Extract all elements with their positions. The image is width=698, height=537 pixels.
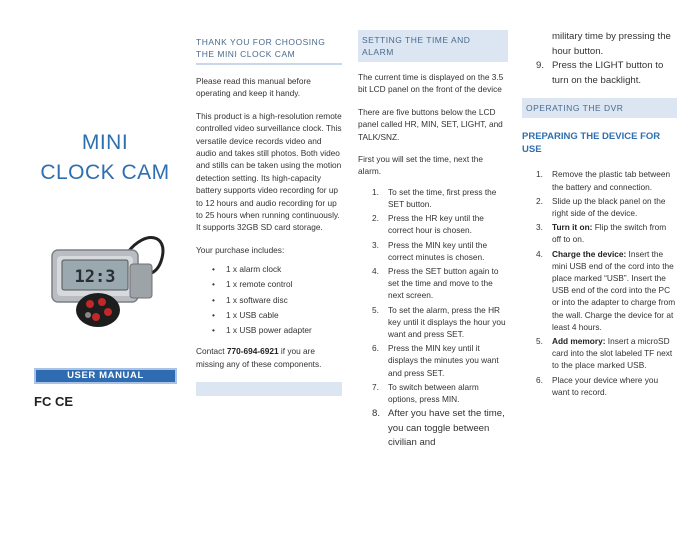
intro-footer-band	[196, 382, 342, 396]
step-number: 2.	[536, 195, 543, 206]
step-text: Press the MIN key until the correct minutes is chosen.	[388, 239, 488, 262]
contact-paragraph	[196, 345, 342, 370]
clock-cam-image	[50, 222, 168, 334]
step-number: 3.	[536, 222, 543, 233]
step-item	[358, 212, 508, 236]
step-item	[358, 304, 508, 341]
step-number: 2.	[372, 213, 379, 224]
step-bold-label: Add memory:	[552, 336, 606, 347]
step-item	[358, 381, 508, 405]
dvr-column	[522, 30, 677, 400]
includes-item-text: 1 x USB power adapter	[226, 325, 312, 336]
includes-item	[196, 324, 342, 336]
step-item	[522, 248, 677, 333]
step-item	[522, 335, 677, 372]
step-number: 4.	[372, 266, 379, 277]
cover-title	[40, 128, 170, 188]
step-item	[522, 195, 677, 219]
step-text: Slide up the black panel on the right side of the device.	[552, 195, 666, 218]
step-number: 9.	[536, 60, 545, 72]
intro-column	[196, 36, 342, 396]
step-text: Remove the plastic tab between the battery and connection.	[552, 169, 671, 192]
step-number: 8.	[372, 408, 381, 420]
time-steps-list	[358, 186, 508, 451]
certification-marks	[34, 394, 73, 409]
bullet-icon: •	[212, 264, 215, 275]
includes-item-text: 1 x remote control	[226, 279, 293, 290]
user-manual-banner: USER MANUAL	[34, 368, 177, 384]
step-bold-label: Charge the device:	[552, 248, 627, 259]
intro-paragraph-1: Please read this manual before operating and keep it handy.	[196, 76, 311, 99]
step-number: 3.	[372, 239, 379, 250]
step-item	[358, 239, 508, 263]
includes-label: Your purchase includes:	[196, 244, 285, 255]
includes-item-text: 1 x software disc	[226, 294, 288, 305]
step-text: Press the LIGHT button to turn on the backlight.	[552, 60, 664, 86]
includes-item-text: 1 x alarm clock	[226, 264, 282, 275]
prepare-steps-list	[522, 168, 677, 398]
time-steps-continued	[522, 30, 677, 88]
step-number: 6.	[372, 343, 379, 354]
step-text: Insert a microSD card into the slot labeled TF next to the place marked USB.	[552, 336, 673, 371]
step-text: Press the SET button again to set the time and move to the next screen.	[388, 266, 499, 301]
step-item	[358, 186, 508, 210]
prepare-heading: PREPARING THE DEVICE FOR USE	[522, 131, 661, 156]
dvr-heading: OPERATING THE DVR	[522, 98, 677, 118]
step-number: 5.	[372, 304, 379, 315]
step-text: Insert the mini USB end of the cord into the place marked “USB”. Insert the USB end of the cord into the PC or into the adapter to charge from the wall. Charge the device for at least 4 hours.	[552, 248, 676, 332]
step-text: Press the MIN key until it displays the minutes you want and press SET.	[388, 343, 499, 378]
step-text: Press the HR key until the correct hour is chosen.	[388, 213, 484, 236]
step-text: Flip the switch from off to on.	[552, 222, 667, 245]
includes-item	[196, 278, 342, 290]
step-number: 5.	[536, 336, 543, 347]
step-item	[522, 374, 677, 398]
step-item	[522, 59, 677, 88]
fcc-ce-logos: FC CE	[34, 394, 73, 409]
contact-pre: Contact	[196, 346, 227, 357]
step-number: 1.	[372, 186, 379, 197]
step-text: To switch between alarm options, press MIN.	[388, 381, 479, 405]
cover-title-line2: CLOCK CAM	[40, 161, 170, 184]
step-number: 1.	[536, 169, 543, 180]
bullet-icon: •	[212, 325, 215, 336]
contact-post: if you are missing any of these components.	[196, 346, 322, 369]
time-alarm-column	[358, 30, 508, 453]
includes-list	[196, 263, 342, 336]
step-text: To set the time, first press the SET button.	[388, 186, 497, 210]
time-paragraph-1: The current time is displayed on the 3.5 bit LCD panel on the front of the device	[358, 72, 504, 95]
bullet-icon: •	[212, 279, 215, 290]
time-alarm-heading: SETTING THE TIME AND ALARM	[358, 30, 508, 62]
step-item	[522, 30, 677, 59]
intro-heading: THANK YOU FOR CHOOSING THE MINI CLOCK CAM	[196, 36, 342, 65]
includes-item	[196, 263, 342, 275]
time-paragraph-2: There are five buttons below the LCD panel called HR, MIN, SET, LIGHT, and TALK/SNZ.	[358, 106, 503, 142]
step-bold-label: Turn it on:	[552, 222, 593, 233]
bullet-icon: •	[212, 309, 215, 320]
intro-paragraph-2: This product is a high-resolution remote controlled video surveillance clock. This versatile device records video and audio and takes still photos. Both video and stills can be taken using the motion detection setting. Its high-capacity battery supports video recording for up to 12 hours and audio recording for up to 25 hours when running continuously. It supports 32GB SD card storage.	[196, 110, 342, 233]
step-text: military time by pressing the hour button.	[552, 31, 671, 57]
step-text: To set the alarm, press the HR key until it displays the hour you want and press SET.	[388, 304, 506, 340]
includes-item	[196, 309, 342, 321]
step-item	[522, 168, 677, 192]
time-paragraph-3: First you will set the time, next the alarm.	[358, 154, 483, 177]
contact-phone: 770-694-6921	[226, 346, 279, 357]
cover-title-line1: MINI	[81, 131, 129, 154]
step-text: Place your device where you want to record.	[552, 374, 659, 397]
step-item	[358, 407, 508, 451]
step-item	[358, 342, 508, 379]
step-number: 6.	[536, 374, 543, 385]
bullet-icon: •	[212, 294, 215, 305]
includes-item	[196, 294, 342, 306]
step-number: 4.	[536, 248, 543, 259]
step-text: After you have set the time, you can toggle between civilian and	[388, 408, 505, 449]
step-item	[522, 221, 677, 245]
step-number: 7.	[372, 381, 379, 392]
step-item	[358, 265, 508, 302]
includes-item-text: 1 x USB cable	[226, 309, 279, 320]
svg-text:12:3: 12:3	[74, 267, 116, 287]
